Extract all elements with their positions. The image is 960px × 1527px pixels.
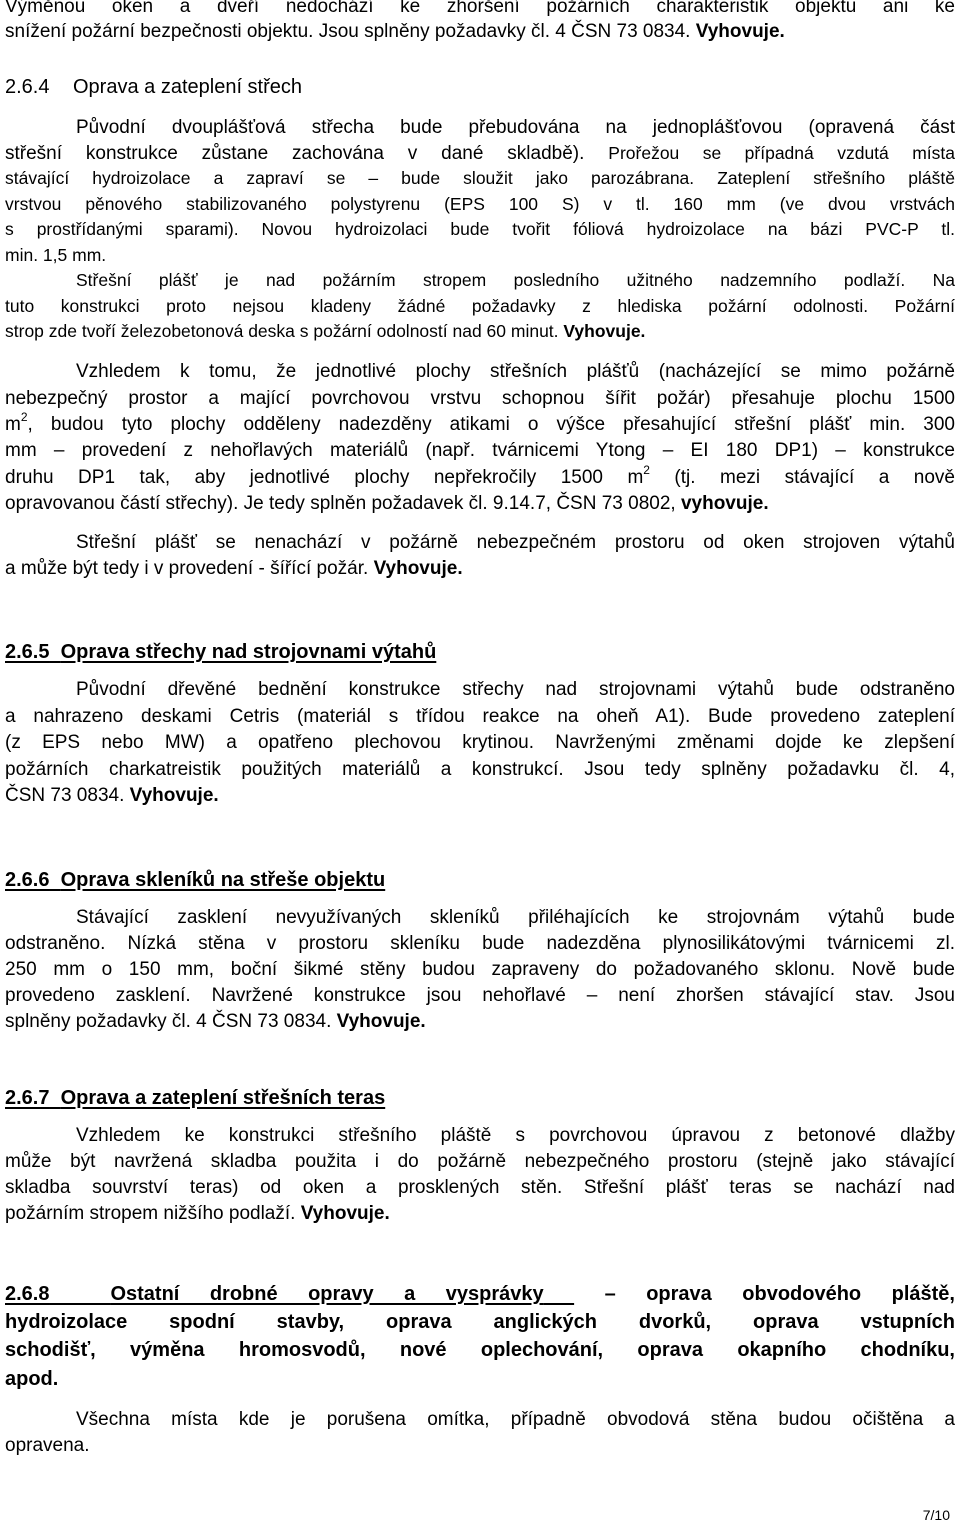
verdict: Vyhovuje. bbox=[563, 321, 646, 341]
section-2-6-8-heading-line-2: hydroizolace spodní stavby, oprava anglických dvorků, oprava vstupních bbox=[5, 1311, 955, 1333]
text-span: druhu DP1 tak, aby jednotlivé plochy nepřekročily 1500 m bbox=[5, 467, 644, 488]
s264-p1-line-5: s prostřídanými sparami). Novou hydroizolaci bude tvořit fóliová hydroizolace na bázi PVC-P tl. bbox=[5, 219, 955, 239]
s264-p1-line-3: stávající hydroizolace a zapraví se – bude sloužit jako parozábrana. Zateplení střešního pláště bbox=[5, 168, 955, 188]
text-span: , budou tyto plochy odděleny nadezděny atikami o výšce přesahující střešní plášť min. 300 bbox=[27, 414, 955, 435]
section-2-6-8-heading-line-3: schodišť, výměna hromosvodů, nové oplechování, oprava okapního chodníku, bbox=[5, 1339, 955, 1361]
text-span: ČSN 73 0834. bbox=[5, 785, 130, 806]
s264-p2-line-2: nebezpečný prostor a mající povrchovou vrstvu schopnou šířit požár) přesahuje plochu 1500 bbox=[5, 388, 955, 409]
section-number: 2.6.4 bbox=[5, 76, 50, 98]
s267-line-2: může být navržená skladba použita i do požárně nebezpečného prostoru (stejně jako stávající bbox=[5, 1151, 955, 1172]
verdict: vyhovuje. bbox=[680, 493, 769, 514]
s264-p3-line-1: Střešní plášť se nenachází v požárně nebezpečném prostoru od oken strojoven výtahů bbox=[76, 532, 955, 553]
s266-line-3: 250 mm o 150 mm, boční šikmé stěny budou zapraveny do požadovaného sklonu. Nově bude bbox=[5, 959, 955, 980]
page-number: 7/10 bbox=[922, 1507, 950, 1523]
s264-p2-line-6 bbox=[5, 493, 955, 515]
s264-p1-line-6: min. 1,5 mm. bbox=[5, 245, 107, 265]
s268-p-line-2: opravena. bbox=[5, 1435, 90, 1456]
text-span: m bbox=[5, 414, 21, 435]
s266-line-2: odstraněno. Nízká stěna v prostoru skleníku bude nadezděna plynosilikátovými tvárnicemi zl. bbox=[5, 933, 955, 954]
s264-p2-line-5 bbox=[5, 463, 955, 489]
s268-p-line-1: Všechna místa kde je porušena omítka, případně obvodová stěna budou očištěna a bbox=[76, 1409, 955, 1430]
section-2-6-5-heading bbox=[5, 638, 955, 666]
s264-p1-line-4: vrstvou pěnového stabilizovaného polystyrenu (EPS 100 S) v tl. 160 mm (ve dvou vrstvách bbox=[5, 194, 955, 214]
section-heading-underlined bbox=[5, 1087, 385, 1109]
section-number: 2.6.5 bbox=[5, 641, 50, 663]
section-title: Ostatní drobné opravy a vysprávky bbox=[110, 1283, 544, 1305]
text-span: strop zde tvoří železobetonová deska s požární odolností nad 60 minut. bbox=[5, 321, 564, 341]
s265-line-2: a nahrazeno deskami Cetris (materiál s třídou reakce na oheň A1). Bude provedeno zateplení bbox=[5, 706, 955, 727]
verdict: Vyhovuje. bbox=[336, 1011, 426, 1032]
intro-text: snížení požární bezpečnosti objektu. Jsou splněny požadavky čl. 4 ČSN 73 0834. bbox=[5, 21, 696, 42]
section-title-continued: – oprava obvodového pláště, bbox=[574, 1283, 955, 1305]
section-title: Oprava střechy nad strojovnami výtahů bbox=[60, 641, 437, 663]
section-heading-underlined bbox=[5, 869, 385, 891]
s264-p2-line-3 bbox=[5, 410, 955, 436]
section-title: Oprava a zateplení střech bbox=[73, 76, 303, 98]
s267-line-1: Vzhledem ke konstrukci střešního pláště s povrchovou úpravou z betonové dlažby bbox=[76, 1125, 955, 1146]
section-title: Oprava a zateplení střešních teras bbox=[60, 1087, 386, 1109]
superscript: 2 bbox=[20, 410, 28, 424]
section-number: 2.6.8 bbox=[5, 1283, 50, 1305]
s267-line-4 bbox=[5, 1203, 955, 1225]
s265-line-3: (z EPS nebo MW) a opatřeno plechovou krytinou. Navrženými změnami dojde ke zlepšení bbox=[5, 732, 955, 753]
verdict: Vyhovuje. bbox=[300, 1203, 390, 1224]
s264-p2-line-1: Vzhledem k tomu, že jednotlivé plochy střešních plášťů (nacházející se mimo požárně bbox=[76, 361, 955, 382]
s264-p1-line-8: tuto konstrukci proto nejsou kladeny žádné požadavky z hlediska požární odolnosti. Požární bbox=[5, 296, 955, 316]
intro-line-1: Výměnou oken a dveří nedochází ke zhoršení požárních charakteristik objektu ani ke bbox=[5, 0, 955, 17]
text-span: (tj. mezi stávající a nově bbox=[649, 467, 955, 488]
superscript: 2 bbox=[643, 463, 650, 477]
section-number: 2.6.7 bbox=[5, 1087, 50, 1109]
section-number: 2.6.6 bbox=[5, 869, 50, 891]
verdict: Vyhovuje. bbox=[373, 558, 463, 579]
text-span: Prořežou se případná vzdutá místa bbox=[608, 143, 956, 163]
s264-p3-line-2 bbox=[5, 558, 955, 580]
s267-line-3: skladba souvrství teras) od oken a prosklených stěn. Střešní plášť teras se nachází nad bbox=[5, 1177, 955, 1198]
s266-line-1: Stávající zasklení nevyužívaných skleníků přiléhajících ke strojovnám výtahů bude bbox=[76, 907, 955, 928]
s265-line-4: požárních charkatreistik použitých materiálů a konstrukcí. Jsou tedy splněny požadavku čl. 4, bbox=[5, 759, 955, 780]
section-heading-underlined bbox=[5, 1283, 574, 1305]
s264-p2-line-4: mm – provedení z nehořlavých materiálů (např. tvárnicemi Ytong – EI 180 DP1) – konstrukce bbox=[5, 440, 955, 461]
text-span: střešní konstrukce zůstane zachována v dané skladbě). bbox=[5, 143, 609, 164]
intro-line-2 bbox=[5, 21, 955, 43]
section-2-6-4-heading bbox=[5, 76, 955, 98]
s266-line-4: provedeno zasklení. Navržené konstrukce jsou nehořlavé – není zhoršen stávající stav. Jsou bbox=[5, 985, 955, 1006]
section-title: Oprava skleníků na střeše objektu bbox=[60, 869, 386, 891]
section-2-6-7-heading bbox=[5, 1084, 955, 1112]
text-span: splněny požadavky čl. 4 ČSN 73 0834. bbox=[5, 1011, 337, 1032]
verdict: Vyhovuje. bbox=[129, 785, 219, 806]
s265-line-1: Původní dřevěné bednění konstrukce střechy nad strojovnami výtahů bude odstraněno bbox=[76, 679, 955, 700]
section-heading-underlined bbox=[5, 641, 436, 663]
s266-line-5 bbox=[5, 1011, 955, 1033]
text-span: a může být tedy i v provedení - šířící požár. bbox=[5, 558, 374, 579]
section-2-6-8-heading bbox=[5, 1280, 955, 1308]
s265-line-5 bbox=[5, 785, 955, 807]
s264-p1-line-2 bbox=[5, 142, 955, 164]
s264-p1-line-1: Původní dvouplášťová střecha bude přebudována na jednoplášťovou (opravená část bbox=[76, 117, 955, 138]
text-span: požárním stropem nižšího podlaží. bbox=[5, 1203, 301, 1224]
s264-p1-line-7: Střešní plášť je nad požárním stropem posledního užitného nadzemního podlaží. Na bbox=[76, 270, 955, 290]
section-2-6-6-heading bbox=[5, 866, 955, 894]
text-span: opravovanou částí střechy). Je tedy splněn požadavek čl. 9.14.7, ČSN 73 0802, bbox=[5, 493, 681, 514]
verdict: Vyhovuje. bbox=[695, 21, 785, 42]
section-2-6-8-heading-line-4: apod. bbox=[5, 1368, 59, 1390]
s264-p1-line-9 bbox=[5, 320, 955, 342]
